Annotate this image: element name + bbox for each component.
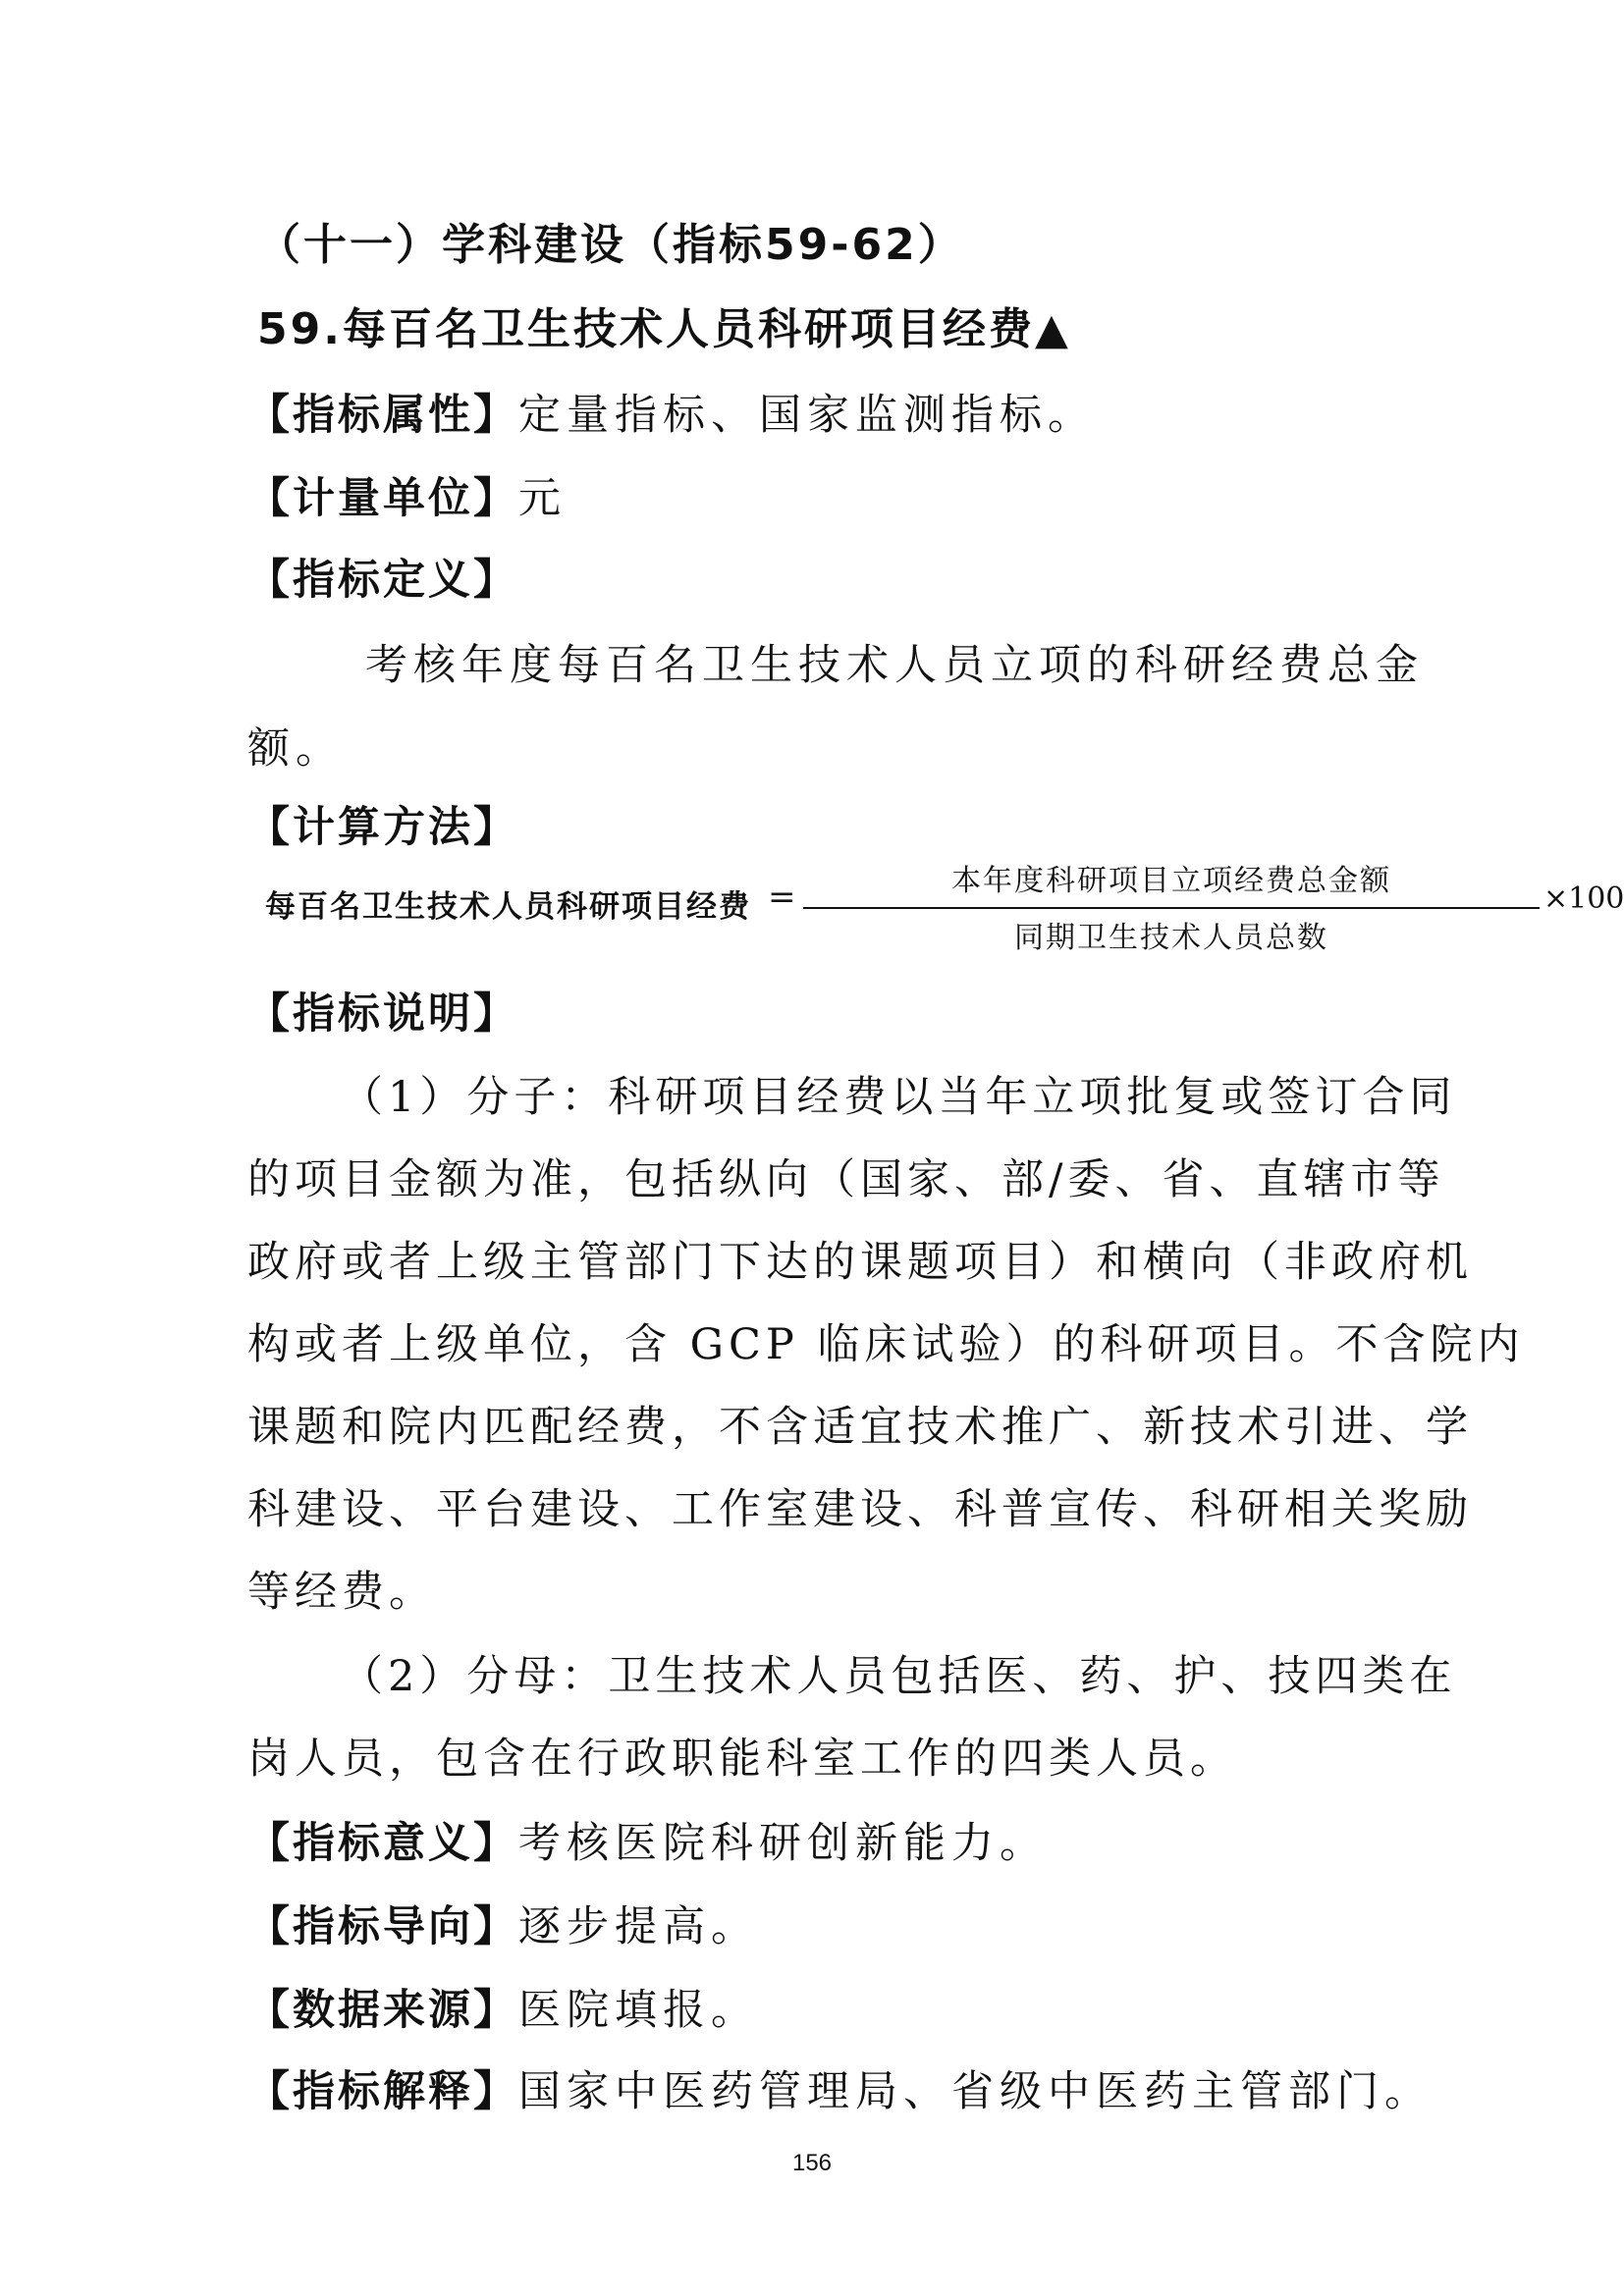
explanation-line: （1）分子：科研项目经费以当年立项批复或签订合同	[341, 1073, 1457, 1122]
explanation-line: 科建设、平台建设、工作室建设、科普宣传、科研相关奖励	[247, 1485, 1473, 1534]
significance-text: 考核医院科研创新能力。	[518, 1819, 1048, 1868]
interpretation-text: 国家中医药管理局、省级中医药主管部门。	[518, 2067, 1433, 2116]
data-source-tag: 【数据来源】	[247, 1986, 518, 2035]
explanation-line: （2）分母：卫生技术人员包括医、药、护、技四类在	[341, 1652, 1457, 1701]
formula-multiplier: ×100	[1543, 881, 1624, 916]
formula-equals: =	[768, 878, 796, 917]
explanation-line: 等经费。	[247, 1568, 436, 1617]
formula-numerator: 本年度科研项目立项经费总金额	[951, 864, 1391, 898]
explanation-tag-row	[247, 987, 1377, 1041]
explanation-line: 的项目金额为准，包括纵向（国家、部/委、省、直辖市等	[247, 1155, 1445, 1204]
explanation-tag: 【指标说明】	[247, 989, 518, 1039]
formula-denominator: 同期卫生技术人员总数	[1014, 921, 1328, 955]
direction-row	[247, 1899, 1377, 1954]
data-source-text: 医院填报。	[518, 1986, 759, 2035]
definition-tag: 【指标定义】	[247, 556, 518, 605]
data-source-row	[247, 1983, 1377, 2038]
explanation-line: 构或者上级单位，含 GCP 临床试验）的科研项目。不含院内	[247, 1320, 1525, 1369]
interpretation-row	[247, 2064, 1433, 2119]
formula-lhs: 每百名卫生技术人员科研项目经费	[265, 889, 751, 925]
interpretation-tag: 【指标解释】	[247, 2067, 518, 2116]
unit-tag: 【计量单位】	[247, 474, 518, 523]
calculation-formula	[265, 862, 1624, 960]
calculation-tag-row	[247, 800, 1377, 855]
item-heading: 59.每百名卫生技术人员科研项目经费▲	[257, 304, 1071, 354]
formula-fraction-bar	[803, 907, 1540, 909]
explanation-line: 政府或者上级主管部门下达的课题项目）和横向（非政府机	[247, 1238, 1473, 1287]
attribute-tag: 【指标属性】	[247, 391, 518, 440]
direction-text: 逐步提高。	[518, 1902, 759, 1951]
direction-tag: 【指标导向】	[247, 1902, 518, 1951]
calculation-tag: 【计算方法】	[247, 803, 518, 852]
significance-row	[247, 1816, 1377, 1871]
definition-line-1: 考核年度每百名卫生技术人员立项的科研经费总金	[365, 641, 1424, 690]
explanation-line: 岗人员，包含在行政职能科室工作的四类人员。	[247, 1735, 1237, 1784]
attribute-text: 定量指标、国家监测指标。	[518, 391, 1096, 440]
unit-row	[247, 471, 1377, 526]
explanation-paragraph-2	[247, 1649, 1457, 1814]
page-number: 156	[791, 2150, 833, 2176]
attribute-row	[247, 388, 1377, 443]
section-heading: （十一）学科建设（指标59-62）	[257, 220, 964, 270]
explanation-paragraph-1	[247, 1070, 1525, 1647]
unit-text: 元	[518, 474, 567, 523]
definition-line-2: 额。	[247, 724, 344, 774]
explanation-line: 课题和院内匹配经费，不含适宜技术推广、新技术引进、学	[247, 1403, 1473, 1452]
definition-tag-row	[247, 553, 1377, 608]
significance-tag: 【指标意义】	[247, 1819, 518, 1868]
